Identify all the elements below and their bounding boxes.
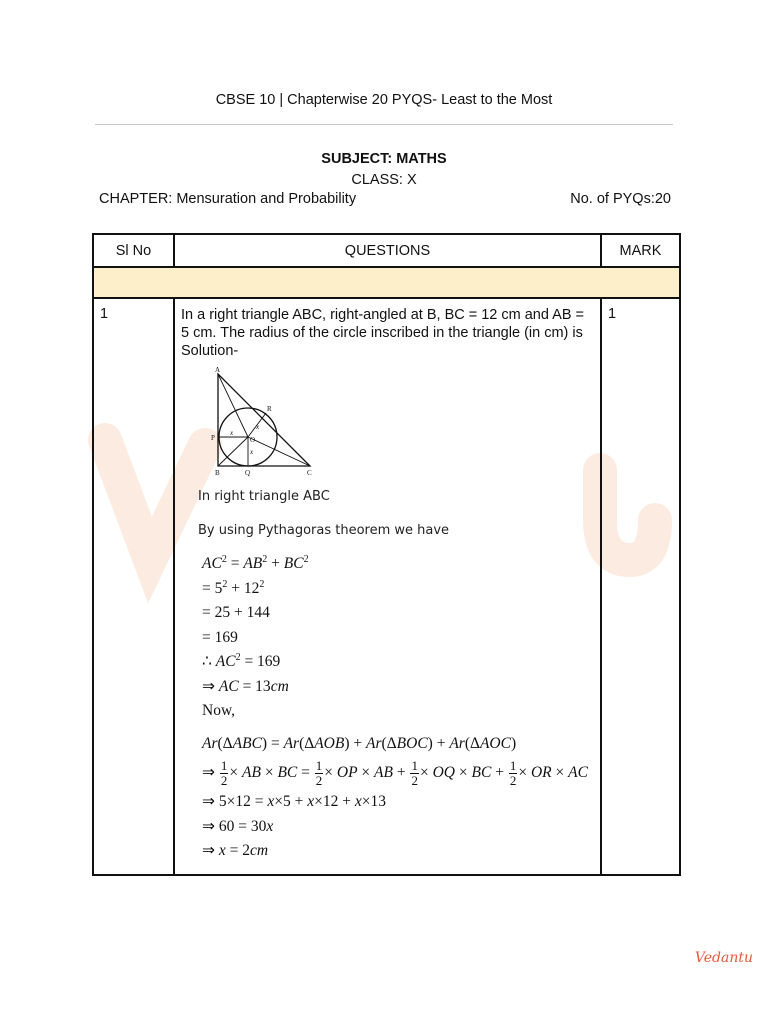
chapter-label: CHAPTER: Mensuration and Probability [99,191,357,207]
question-mark: 1 [601,298,680,875]
page-header-title: CBSE 10 | Chapterwise 20 PYQS- Least to the Most [215,92,553,108]
question-cell [174,298,601,875]
math-line: ⇒ 60 = 30x [202,817,274,835]
header-mark: MARK [601,234,680,267]
figure-label-x-top: x [256,423,260,431]
incircle-triangle-figure [206,366,316,478]
question-text: In a right triangle ABC, right-angled at B, BC = 12 cm and AB = 5 cm. The radius of the circle inscribed in the triangle (in cm) is [181,307,585,341]
vedantu-logo: Vedantu [694,950,753,966]
figure-label-r: R [267,405,272,413]
math-line: = 25 + 144 [202,604,270,621]
header-sl-no: Sl No [93,234,174,267]
figure-label-o: O [250,436,256,444]
math-line: = $5^2 + 12^2$ [202,578,265,597]
solution-math-block-1 [202,552,594,724]
solution-line-pythagoras: By using Pythagoras theorem we have [198,523,450,538]
math-line: ∴ $AC^2 = 169$ [202,651,281,670]
math-line: Ar(ΔABC) = Ar(ΔAOB) + Ar(ΔBOC) + Ar(ΔAOC) [202,734,517,752]
pyq-count-label: No. of PYQs:20 [570,191,671,207]
figure-label-q: Q [245,469,251,477]
math-line: = 169 [202,628,238,646]
math-line: ⇒ $\frac{1}{2}$ × AB × BC = $\frac{1}{2}$ × OP × AB + $\frac{1}{2}$ × OQ × BC + $\frac{1}{2}$ × OR × AC [202,757,588,788]
now-label: Now, [202,702,236,719]
question-number: 1 [93,298,174,875]
figure-label-a: A [215,366,221,374]
math-line: ⇒ x = 2cm [202,842,269,859]
solution-math-block-2 [202,732,594,864]
math-line: ⇒ AC = 13cm [202,677,289,695]
figure-label-b: B [215,469,220,477]
math-line: $AC^2 = AB^2 + BC^2$ [202,553,309,572]
subject-heading: SUBJECT: MATHS [321,151,447,167]
figure-label-x-left: x [230,429,234,437]
table-row [93,298,680,875]
figure-label-c: C [307,469,312,477]
figure-label-p: P [211,434,215,442]
header-questions: QUESTIONS [174,234,601,267]
figure-label-x-bottom: x [250,448,254,456]
class-heading: CLASS: X [351,172,417,188]
table-header-row [93,234,680,267]
solution-line-right-triangle: In right triangle ABC [198,489,330,504]
section-band [93,267,680,298]
section-band-row [93,267,680,298]
header-divider [95,124,673,125]
solution-label: Solution- [181,343,239,359]
math-line: ⇒ 5×12 = x×5 + x×12 + x×13 [202,793,386,810]
questions-table [92,233,681,876]
